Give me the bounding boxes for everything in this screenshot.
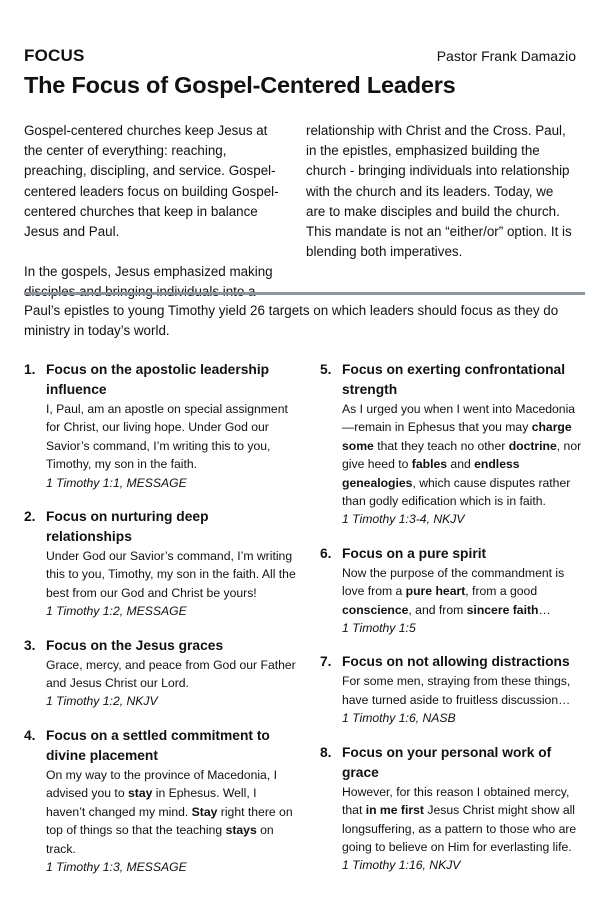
focus-item-number: 5. xyxy=(320,362,332,377)
scripture-reference: 1 Timothy 1:3-4, NKJV xyxy=(342,512,465,527)
focus-item-title: Focus on a settled commitment to divine placement xyxy=(46,727,270,763)
focus-item-number: 8. xyxy=(320,744,332,760)
focus-item-title: Focus on your personal work of grace xyxy=(342,744,552,780)
focus-item-title: Focus on exerting confrontational strength xyxy=(342,362,566,397)
scripture-reference: 1 Timothy 1:2, NKJV xyxy=(46,694,158,709)
scripture-reference: 1 Timothy 1:2, MESSAGE xyxy=(46,604,187,619)
scripture-reference: 1 Timothy 1:1, MESSAGE xyxy=(46,475,187,490)
text-run: in Ephesus. Well, I haven’t changed my mind. xyxy=(46,786,257,819)
focus-item xyxy=(24,360,296,492)
text-run: Jesus Christ might show all longsuffering, as a pattern to those who are going to believe on Him for everlasting life. xyxy=(342,803,577,854)
emphasized-text: stays xyxy=(225,823,257,838)
scripture-reference: 1 Timothy 1:3, MESSAGE xyxy=(46,859,187,874)
focus-item-title: Focus on the apostolic leadership influence xyxy=(46,362,270,397)
focus-item-number: 1. xyxy=(24,362,36,377)
emphasized-text: pure heart xyxy=(405,584,466,599)
focus-item-text xyxy=(342,783,582,857)
text-run: On my way to the province of Macedonia, I advised you to xyxy=(46,767,277,801)
section-label: FOCUS xyxy=(24,46,85,65)
focus-item-text xyxy=(46,400,296,474)
focus-item-text xyxy=(46,656,296,693)
emphasized-text: doctrine xyxy=(508,438,557,453)
focus-item xyxy=(320,360,582,529)
emphasized-text: Stay xyxy=(191,804,218,819)
text-run: , from a good xyxy=(465,584,538,599)
text-run: that they teach no other xyxy=(373,438,509,453)
focus-item-text xyxy=(342,564,582,619)
intro-paragraph: relationship with Christ and the Cross. Paul, in the epistles, emphasized building the church - bringing individuals into relationship with the church and its leaders. Today, we are to make disciples and build the church. This mandate is not an “either/or” option. It is blending both imperatives. xyxy=(306,123,572,260)
focus-item xyxy=(24,507,296,621)
focus-item-heading xyxy=(24,726,296,766)
text-run: Grace, mercy, and peace from God our Father and Jesus Christ our Lord. xyxy=(46,657,296,691)
focus-item-heading xyxy=(320,360,582,400)
focus-item-title: Focus on the Jesus graces xyxy=(46,637,224,653)
focus-item-heading xyxy=(24,360,296,400)
emphasized-text: charge some xyxy=(342,420,572,453)
focus-item-text xyxy=(46,766,296,858)
focus-item-number: 2. xyxy=(24,509,36,525)
focus-item-text xyxy=(342,672,582,709)
focus-item-text xyxy=(46,547,296,602)
emphasized-text: conscience xyxy=(342,602,409,617)
text-run: , nor give heed to xyxy=(342,438,582,472)
focus-list-right xyxy=(320,360,582,890)
focus-list-left xyxy=(24,360,296,891)
text-run: , and from xyxy=(408,602,467,617)
focus-item-number: 3. xyxy=(24,637,36,653)
text-run: on track. xyxy=(46,823,274,856)
intro-right-column xyxy=(306,121,576,282)
text-run: As I urged you when I went into Macedonia—remain in Ephesus that you may xyxy=(342,402,576,435)
focus-item-heading xyxy=(320,544,582,564)
focus-item xyxy=(24,636,296,711)
emphasized-text: sincere faith xyxy=(466,602,539,617)
emphasized-text: fables xyxy=(411,457,448,472)
focus-item-heading xyxy=(24,636,296,656)
text-run: Now the purpose of the commandment is love from a xyxy=(342,565,565,599)
text-run: , which cause disputes rather than godly edification which is in faith. xyxy=(342,475,571,509)
emphasized-text: in me first xyxy=(365,803,424,818)
focus-item-title: Focus on nurturing deep relationships xyxy=(46,509,209,545)
emphasized-text: stay xyxy=(127,786,153,801)
focus-item xyxy=(320,652,582,727)
page-title: The Focus of Gospel-Centered Leaders xyxy=(24,72,456,98)
scripture-reference: 1 Timothy 1:5 xyxy=(342,621,416,636)
focus-item-number: 6. xyxy=(320,545,332,561)
section-divider xyxy=(24,292,585,295)
focus-item-heading xyxy=(320,652,582,672)
focus-item-heading xyxy=(320,743,582,783)
text-run: However, for this reason I obtained mercy, that xyxy=(342,784,570,818)
focus-item-title: Focus on a pure spirit xyxy=(342,545,487,561)
text-run: I, Paul, am an apostle on special assignment for Christ, our living hope. Under God our Savior’s command, I’m writing this to you, Timothy, my son in the faith. xyxy=(46,402,288,472)
focus-item xyxy=(320,743,582,875)
focus-item-text xyxy=(342,400,582,510)
targets-intro: Paul’s epistles to young Timothy yield 26 targets on which leaders should focus as they do ministry in today’s world. xyxy=(24,303,559,339)
intro-paragraph: In the gospels, Jesus emphasized making xyxy=(24,264,273,280)
text-run: Under God our Savior’s command, I’m writing this to you, Timothy, my son in the faith. All the best from our God and Christ be yours! xyxy=(46,549,296,600)
scripture-reference: 1 Timothy 1:6, NASB xyxy=(342,711,456,726)
text-run: … xyxy=(538,602,551,617)
text-run: and xyxy=(447,457,475,472)
focus-item xyxy=(24,726,296,876)
author-name: Pastor Frank Damazio xyxy=(436,48,576,64)
text-run: right there on top of things so that the teaching xyxy=(46,804,293,838)
scripture-reference: 1 Timothy 1:16, NKJV xyxy=(342,858,461,873)
focus-item-number: 7. xyxy=(320,654,332,670)
intro-paragraph: Gospel-centered churches keep Jesus at the center of everything: reaching, preaching, discipling, and service. Gospel-centered leaders focus on building Gospel-centered churches that keep in balance Jesus and Paul. xyxy=(24,123,279,240)
focus-item-heading xyxy=(24,507,296,547)
emphasized-text: endless genealogies xyxy=(342,457,520,490)
focus-item-title: Focus on not allowing distractions xyxy=(342,654,570,670)
text-run: For some men, straying from these things, have turned aside to fruitless discussion… xyxy=(342,674,571,707)
focus-item xyxy=(320,544,582,638)
focus-item-number: 4. xyxy=(24,727,36,743)
